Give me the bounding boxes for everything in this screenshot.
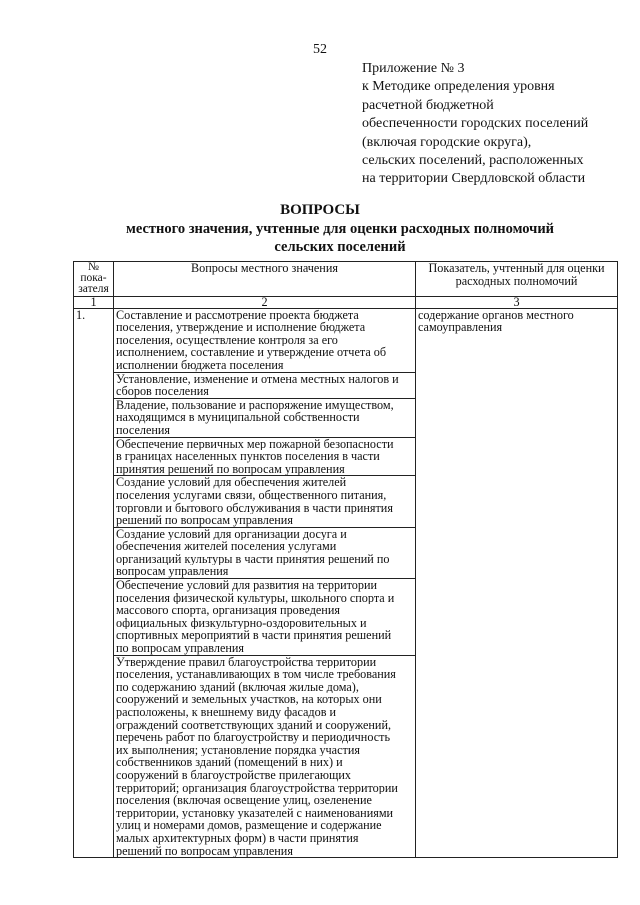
question-cell (114, 398, 416, 437)
header-question: Вопросы местного значения (114, 262, 416, 297)
header-number-line: зателя (78, 283, 109, 296)
subtitle-line: местного значения, учтенные для оценки расходных полномочий (125, 221, 555, 237)
question-line: по содержанию зданий (включая жилые дома), (116, 680, 359, 694)
appendix-line: (включая городские округа), (362, 134, 532, 150)
question-line: поселения, осуществление контроля за его (116, 333, 338, 347)
question-line: поселения (116, 423, 171, 437)
question-line: массового спорта, организация проведения (116, 604, 340, 617)
question-line: решений по вопросам управления (116, 844, 293, 858)
question-line: территории, установку указателей с наименованиями (116, 806, 394, 820)
question-line: Обеспечение условий для развития на территории (116, 579, 378, 592)
page-number: 52 (313, 42, 327, 57)
question-line: решений по вопросам управления (116, 514, 293, 527)
question-line: принятия решений по вопросам управления (116, 462, 345, 476)
appendix-line: расчетной бюджетной (362, 97, 494, 113)
question-cell (114, 527, 416, 578)
question-line: обеспечения жителей поселения услугами (116, 540, 337, 553)
question-line: спортивных мероприятий в части принятия решений (116, 629, 392, 643)
question-line: поселения услугами связи, общественного питания, (116, 488, 387, 502)
header-indicator-line: расходных полномочий (455, 273, 578, 288)
question-line: сооружений и земельных участков, на которых они (116, 693, 382, 707)
table-header-row (74, 262, 618, 297)
column-index: 2 (114, 296, 416, 308)
question-line: торговли и бытового обслуживания в части принятия (116, 501, 393, 515)
header-number (74, 262, 114, 297)
question-line: официальных физкультурно-оздоровительных и (116, 616, 367, 630)
table-row (74, 308, 618, 372)
question-cell (114, 476, 416, 527)
question-line: перечень работ по благоустройству и периодичность (116, 731, 391, 744)
question-line: поселения (включая освещение улиц, озеленение (116, 794, 372, 807)
question-line: в границах населенных пунктов поселения в части (116, 450, 380, 463)
question-line: по вопросам управления (116, 642, 245, 655)
question-cell (114, 437, 416, 476)
row-number: 1. (74, 308, 114, 858)
question-cell (114, 308, 416, 372)
appendix-note (362, 60, 632, 189)
indicator-cell (416, 308, 618, 858)
question-line: вопросам управления (116, 565, 229, 579)
header-number-line: пока- (80, 272, 107, 285)
document-title: ВОПРОСЫ (280, 202, 360, 218)
question-line: Создание условий для обеспечения жителей (116, 476, 347, 489)
question-line: сооружений в благоустройстве прилегающих (116, 768, 351, 782)
subtitle-line: сельских поселений (274, 239, 406, 255)
question-line: поселения физической культуры, школьного спорта и (116, 591, 395, 605)
header-indicator (416, 262, 618, 297)
column-index-row (74, 296, 618, 308)
document-subtitle (60, 220, 620, 256)
question-cell (114, 579, 416, 656)
indicator-line: самоуправления (418, 320, 503, 335)
question-line: Владение, пользование и распоряжение имуществом, (116, 398, 394, 412)
header-number-line: № (88, 261, 99, 273)
question-line: улиц и номерами домов, размещение и содержание (116, 819, 382, 832)
question-line: Обеспечение первичных мер пожарной безопасности (116, 437, 394, 451)
question-line: малых архитектурных форм) в части принятия (116, 831, 359, 845)
question-line: ограждений соответствующих зданий и сооружений, (116, 718, 392, 732)
appendix-line: сельских поселений, расположенных (362, 153, 584, 169)
column-index: 3 (416, 296, 618, 308)
question-line: территорий; организация благоустройства территории (116, 781, 398, 795)
question-line: находящимся в муниципальной собственности (116, 411, 360, 424)
question-line: поселения, устанавливающих в том числе требования (116, 668, 396, 681)
question-line: сборов поселения (116, 385, 209, 398)
question-line: Создание условий для организации досуга и (116, 527, 347, 541)
appendix-line: обеспеченности городских поселений (362, 116, 589, 132)
indicator-line: содержание органов местного (418, 307, 574, 322)
question-line: Установление, изменение и отмена местных налогов и (116, 372, 399, 386)
question-line: исполнением, составление и утверждение отчета об (116, 346, 387, 359)
question-line: расположены, к внешнему виду фасадов и (116, 706, 337, 719)
appendix-line: на территории Свердловской области (362, 171, 586, 187)
question-cell (114, 372, 416, 398)
question-line: Утверждение правил благоустройства территории (116, 655, 377, 669)
column-index: 1 (74, 296, 114, 308)
question-line: собственников зданий (помещений в них) и (116, 756, 343, 769)
appendix-line: к Методике определения уровня (362, 79, 555, 95)
question-line: поселения, утверждение и исполнение бюджета (116, 321, 366, 334)
question-cell (114, 655, 416, 858)
question-line: организаций культуры в части принятия решений по (116, 552, 390, 566)
appendix-line: Приложение № 3 (362, 61, 465, 76)
question-line: их выполнения; установление порядка участия (116, 743, 360, 757)
question-line: исполнении бюджета поселения (116, 358, 284, 372)
questions-table (73, 261, 618, 858)
question-line: Составление и рассмотрение проекта бюджета (116, 308, 359, 322)
header-indicator-line: Показатель, учтенный для оценки (428, 261, 605, 275)
